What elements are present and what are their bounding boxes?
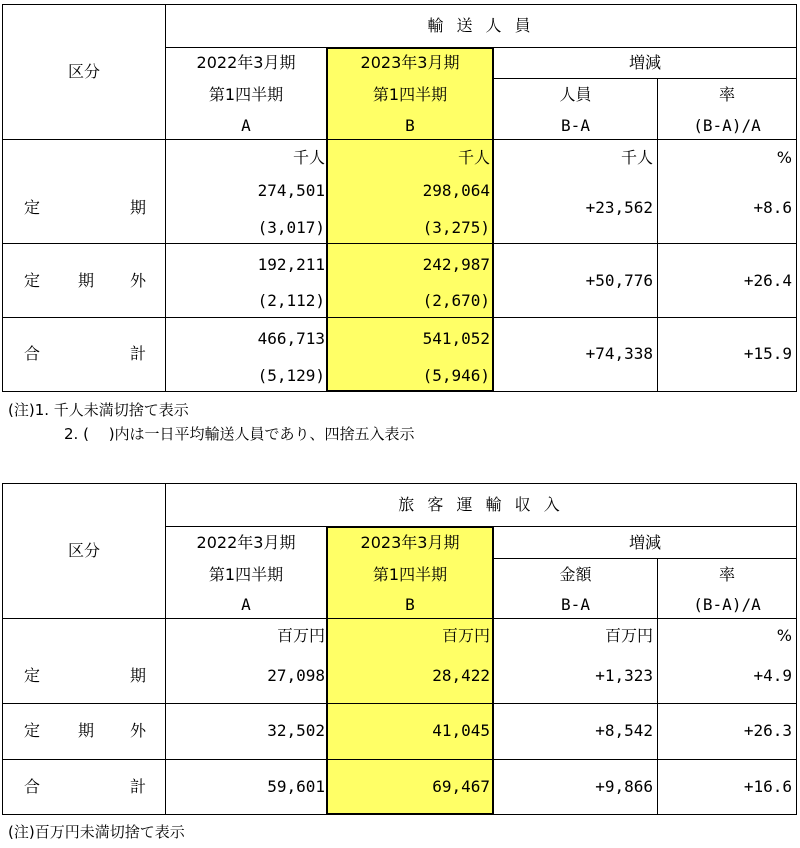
col-a-period: 2022年3月期 bbox=[196, 53, 296, 72]
col-b-period: 2023年3月期 bbox=[360, 533, 460, 552]
note: (注)百万円未満切捨て表示 bbox=[8, 823, 185, 841]
note-1: (注)1. 千人未満切捨て表示 bbox=[8, 401, 189, 419]
cell-rate: +15.9 bbox=[743, 344, 792, 363]
cell-b: 41,045 bbox=[432, 721, 490, 740]
row-label-right: 外 bbox=[130, 721, 147, 740]
unit-rate: % bbox=[776, 626, 792, 645]
cell-diff: +23,562 bbox=[585, 198, 653, 217]
row-label-right: 期 bbox=[130, 666, 147, 685]
row-label-right: 計 bbox=[130, 344, 147, 363]
col-b-quarter: 第1四半期 bbox=[372, 85, 448, 104]
rate-header: 率 bbox=[718, 565, 735, 584]
cell-a: 59,601 bbox=[267, 777, 325, 796]
cell-diff: +50,776 bbox=[585, 271, 653, 290]
cell-a-daily: (3,017) bbox=[257, 218, 325, 237]
diff-header: 人員 bbox=[559, 85, 592, 104]
cell-a: 27,098 bbox=[267, 666, 325, 685]
rate-code: (B-A)/A bbox=[693, 116, 761, 135]
cell-diff: +74,338 bbox=[585, 344, 653, 363]
passengers-title: 輸 送 人 員 bbox=[427, 16, 535, 35]
row-label-left: 定 bbox=[24, 666, 41, 685]
cell-b: 69,467 bbox=[432, 777, 490, 796]
cell-a-daily: (5,129) bbox=[257, 366, 325, 385]
row-label-right: 計 bbox=[130, 777, 147, 796]
unit-a: 千人 bbox=[292, 148, 325, 167]
cell-a: 32,502 bbox=[267, 721, 325, 740]
row-label-mid: 期 bbox=[78, 271, 95, 290]
cell-rate: +8.6 bbox=[753, 198, 792, 217]
col-a-quarter: 第1四半期 bbox=[208, 85, 284, 104]
row-label-left: 定 bbox=[24, 721, 41, 740]
unit-rate: % bbox=[776, 148, 792, 167]
unit-diff: 千人 bbox=[620, 148, 653, 167]
col-a-code: A bbox=[241, 116, 251, 135]
cell-b: 242,987 bbox=[422, 255, 490, 274]
rate-code: (B-A)/A bbox=[693, 595, 761, 614]
cell-b-daily: (5,946) bbox=[422, 366, 490, 385]
diff-code: B-A bbox=[561, 116, 590, 135]
row-label-left: 定 bbox=[24, 198, 41, 217]
cell-rate: +4.9 bbox=[753, 666, 792, 685]
cell-rate: +26.3 bbox=[743, 721, 792, 740]
cell-rate: +26.4 bbox=[743, 271, 792, 290]
diff-code: B-A bbox=[561, 595, 590, 614]
row-label-right: 期 bbox=[130, 198, 147, 217]
cell-diff: +9,866 bbox=[595, 777, 653, 796]
diff-header: 金額 bbox=[559, 565, 592, 584]
col-b-code: B bbox=[405, 595, 415, 614]
unit-b: 千人 bbox=[457, 148, 490, 167]
row-label-mid: 期 bbox=[78, 721, 95, 740]
col-a-code: A bbox=[241, 595, 251, 614]
col-b-quarter: 第1四半期 bbox=[372, 565, 448, 584]
cell-b-daily: (3,275) bbox=[422, 218, 490, 237]
cell-b: 541,052 bbox=[422, 329, 490, 348]
col-a-period: 2022年3月期 bbox=[196, 533, 296, 552]
rate-header: 率 bbox=[718, 85, 735, 104]
cell-b-daily: (2,670) bbox=[422, 291, 490, 310]
col-b-code: B bbox=[405, 116, 415, 135]
category-header: 区分 bbox=[67, 541, 100, 560]
cell-a-daily: (2,112) bbox=[257, 291, 325, 310]
row-label-right: 外 bbox=[130, 271, 147, 290]
unit-a: 百万円 bbox=[276, 626, 325, 645]
col-b-period: 2023年3月期 bbox=[360, 53, 460, 72]
cell-rate: +16.6 bbox=[743, 777, 792, 796]
col-a-quarter: 第1四半期 bbox=[208, 565, 284, 584]
cell-diff: +8,542 bbox=[595, 721, 653, 740]
unit-diff: 百万円 bbox=[604, 626, 653, 645]
row-label-left: 定 bbox=[24, 271, 41, 290]
cell-a: 466,713 bbox=[257, 329, 325, 348]
cell-a: 274,501 bbox=[257, 181, 325, 200]
row-label-left: 合 bbox=[24, 777, 41, 796]
row-label-left: 合 bbox=[24, 344, 41, 363]
cell-diff: +1,323 bbox=[595, 666, 653, 685]
category-header: 区分 bbox=[67, 62, 100, 81]
cell-a: 192,211 bbox=[257, 255, 325, 274]
change-header: 増減 bbox=[628, 53, 661, 72]
cell-b: 28,422 bbox=[432, 666, 490, 685]
change-header: 増減 bbox=[628, 533, 661, 552]
unit-b: 百万円 bbox=[441, 626, 490, 645]
cell-b: 298,064 bbox=[422, 181, 490, 200]
revenue-title: 旅 客 運 輸 収 入 bbox=[398, 495, 564, 514]
note-2: 2. ( )内は一日平均輸送人員であり、四捨五入表示 bbox=[64, 425, 415, 443]
